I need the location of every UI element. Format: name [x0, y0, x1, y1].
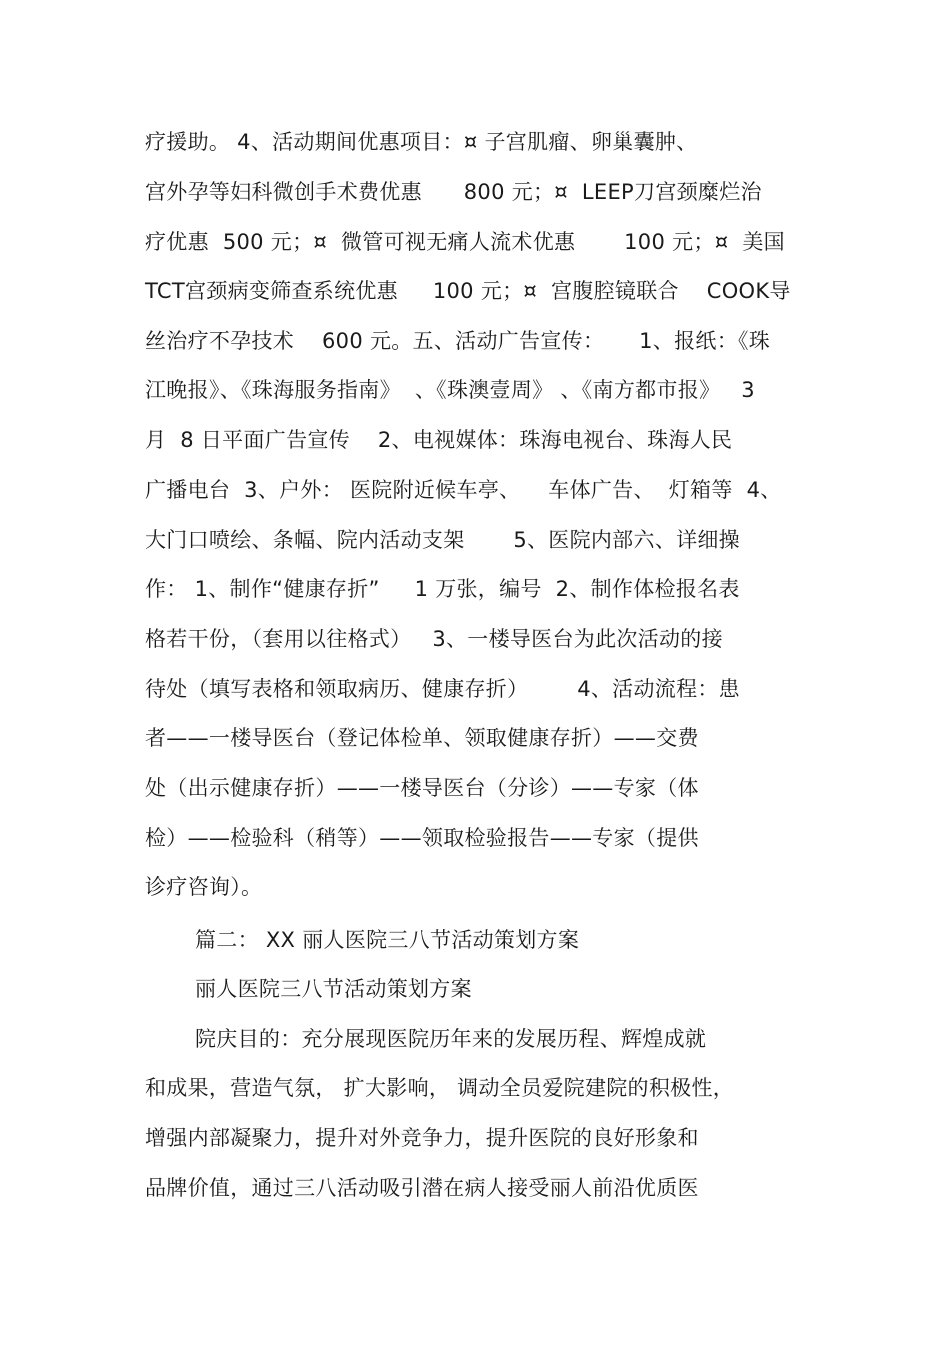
- text-line: 作： 1、制作“健康存折” 1 万张，编号 2、制作体检报名表: [145, 577, 740, 601]
- text-line: 待处（填写表格和领取病历、健康存折） 4、活动流程：患: [145, 677, 740, 701]
- text-line: 宫外孕等妇科微创手术费优惠 800 元；¤ LEEP刀宫颈糜烂治: [145, 180, 762, 204]
- section-heading: 篇二： XX 丽人医院三八节活动策划方案: [195, 928, 580, 952]
- text-line: 疗优惠 500 元；¤ 微管可视无痛人流术优惠 100 元；¤ 美国: [145, 230, 785, 254]
- text-line: 广播电台 3、户外： 医院附近候车亭、 车体广告、 灯箱等 4、: [145, 478, 782, 502]
- text-line: 者——一楼导医台（登记体检单、领取健康存折）——交费: [145, 726, 699, 750]
- paragraph-line: 增强内部凝聚力，提升对外竞争力，提升医院的良好形象和: [145, 1126, 699, 1150]
- text-line: 格若干份，（套用以往格式） 3、一楼导医台为此次活动的接: [145, 627, 723, 651]
- paragraph-line: 和成果，营造气氛， 扩大影响， 调动全员爱院建院的积极性，: [145, 1076, 735, 1100]
- text-line: TCT宫颈病变筛查系统优惠 100 元；¤ 宫腹腔镜联合 COOK导: [145, 279, 791, 303]
- text-line: 江晚报》、《珠海服务指南》 、《珠澳壹周》 、《南方都市报》 3: [145, 378, 755, 402]
- text-line: 诊疗咨询）。: [145, 875, 263, 899]
- text-line: 检）——检验科（稍等）——领取检验报告——专家（提供: [145, 826, 699, 850]
- paragraph-line: 品牌价值，通过三八活动吸引潜在病人接受丽人前沿优质医: [145, 1176, 699, 1200]
- text-line: 丝治疗不孕技术 600 元。五、活动广告宣传： 1、报纸：《珠: [145, 329, 771, 353]
- text-line: 疗援助。 4、活动期间优惠项目：¤ 子宫肌瘤、卵巢囊肿、: [145, 130, 698, 154]
- text-line: 大门口喷绘、条幅、院内活动支架 5、医院内部六、详细操: [145, 528, 740, 552]
- section-title: 丽人医院三八节活动策划方案: [195, 977, 472, 1001]
- paragraph-line: 院庆目的：充分展现医院历年来的发展历程、辉煌成就: [195, 1027, 707, 1051]
- text-line: 处（出示健康存折）——一楼导医台（分诊）——专家（体: [145, 776, 699, 800]
- text-line: 月 8 日平面广告宣传 2、电视媒体：珠海电视台、珠海人民: [145, 428, 733, 452]
